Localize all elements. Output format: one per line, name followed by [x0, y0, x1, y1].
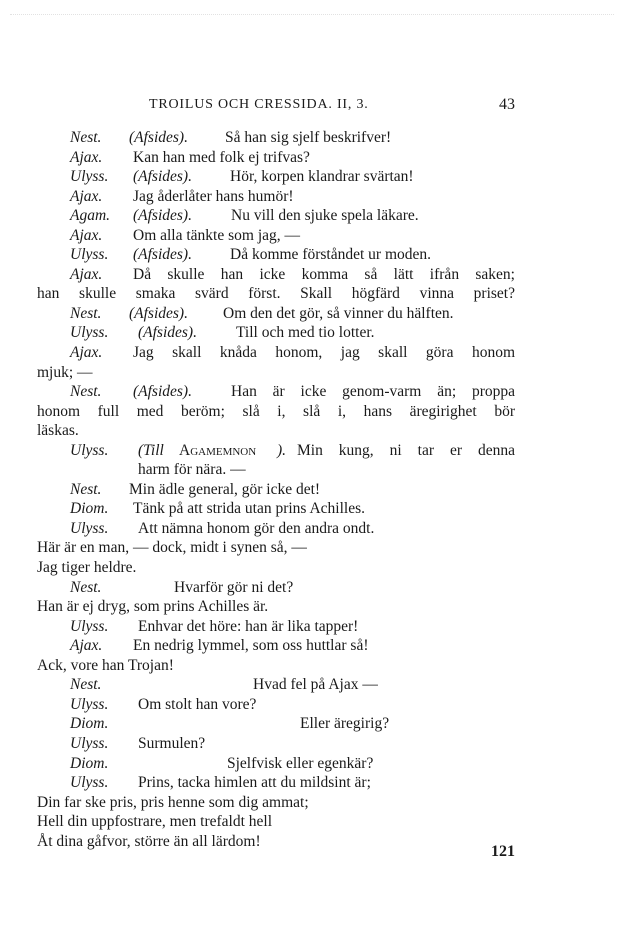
text-line [37, 617, 515, 637]
line-text: Så han sig sjelf beskrifver! [225, 129, 392, 146]
speaker: Ulyss. [70, 168, 109, 186]
speaker: Ulyss. [70, 441, 109, 459]
text-line [37, 343, 515, 363]
stage-direction: (Till [138, 441, 164, 459]
text-line [37, 812, 515, 832]
text-line [37, 128, 515, 148]
speaker: Nest. [70, 676, 102, 694]
line-text: läskas. [37, 422, 79, 440]
text-line [37, 832, 515, 852]
stage-direction: (Afsides). [133, 168, 192, 186]
line-text: Här är en man, — dock, midt i synen så, — [37, 539, 307, 557]
text-line [37, 656, 515, 676]
stage-direction: (Afsides). [133, 246, 192, 264]
speaker: Ajax. [70, 344, 103, 362]
text-line [37, 714, 515, 734]
text-line [37, 167, 515, 187]
line-text: han skulle smaka svärd först. Skall högfärd vinna priset? [37, 285, 515, 303]
text-line [37, 793, 515, 813]
speaker: Ajax. [70, 187, 103, 205]
line-text: Då komme förståndet ur moden. [230, 246, 432, 264]
text-line [37, 402, 515, 422]
line-text: harm för nära. — [138, 461, 246, 479]
speaker: Ajax. [70, 226, 103, 244]
text-line [37, 148, 515, 168]
line-text: Jag skall knåda honom, jag skall göra honom [133, 344, 515, 362]
text-line [37, 636, 515, 656]
stage-direction: (Afsides). [129, 129, 188, 146]
text-line [37, 695, 515, 715]
speaker: Nest. [70, 129, 102, 146]
stage-direction: (Afsides). [133, 383, 192, 401]
line-text: Han är icke genom-varm än; proppa [231, 383, 515, 401]
line-text: Din far ske pris, pris henne som dig ammat; [37, 793, 309, 811]
line-text: mjuk; — [37, 363, 93, 381]
running-title: TROILUS OCH CRESSIDA. II, 3. [149, 97, 369, 112]
line-text: Om alla tänkte som jag, — [133, 226, 301, 244]
line-text: Eller äregirig? [300, 715, 390, 733]
speaker: Ajax. [70, 148, 103, 166]
text-line [37, 245, 515, 265]
speaker: Diom. [70, 715, 109, 733]
stage-direction: (Afsides). [138, 324, 197, 342]
text-line [37, 323, 515, 343]
line-text: Surmulen? [138, 734, 206, 752]
line-text: Att nämna honom gör den andra ondt. [138, 519, 375, 537]
line-text: Hvarför gör ni det? [174, 578, 294, 596]
text-line [37, 206, 515, 226]
line-text: Hvad fel på Ajax — [253, 676, 378, 694]
text-line [37, 773, 515, 793]
line-text: Nu vill den sjuke spela läkare. [231, 207, 419, 225]
speaker: Ulyss. [70, 519, 109, 537]
line-text: Jag tiger heldre. [37, 559, 137, 577]
line-text: Till och med tio lotter. [236, 324, 375, 342]
text-line [37, 284, 515, 304]
line-text: Han är ej dryg, som prins Achilles är. [37, 598, 269, 616]
page-header [37, 95, 515, 119]
speaker: Ulyss. [70, 324, 109, 342]
text-line [37, 421, 515, 441]
speaker: Diom. [70, 500, 109, 518]
text-line [37, 499, 515, 519]
line-text: Hör, korpen klandrar svärtan! [230, 168, 414, 186]
line-text: Kan han med folk ej trifvas? [133, 148, 310, 166]
speaker: Nest. [70, 304, 102, 322]
speaker: Ajax. [70, 265, 103, 283]
text-line [37, 265, 515, 285]
page-number: 43 [499, 96, 515, 113]
text-line [37, 578, 515, 598]
text-line [37, 675, 515, 695]
line-text: Hell din uppfostrare, men trefaldt hell [37, 813, 273, 831]
stage-direction-name: Agamemnon [179, 441, 257, 459]
text-line [37, 754, 515, 774]
text-line [37, 519, 515, 539]
speaker: Agam. [70, 207, 111, 225]
line-text: En nedrig lymmel, som oss huttlar så! [133, 637, 369, 655]
signature-number: 121 [491, 843, 515, 860]
text-line [37, 226, 515, 246]
speaker: Ulyss. [70, 774, 109, 792]
speaker: Ulyss. [70, 734, 109, 752]
speaker: Ulyss. [70, 617, 109, 635]
line-text: Jag åderlåter hans humör! [133, 187, 294, 205]
line-text: Prins, tacka himlen att du mildsint är; [138, 774, 371, 792]
line-text: Ack, vore han Trojan! [37, 656, 174, 674]
scan-artifact [10, 14, 614, 19]
text-line [37, 304, 515, 324]
speaker: Nest. [70, 578, 102, 596]
line-text: Min ädle general, gör icke det! [129, 480, 321, 498]
text-line [37, 382, 515, 402]
text-line [37, 558, 515, 578]
line-text: Enhvar det höre: han är lika tapper! [138, 617, 359, 635]
text-line [37, 480, 515, 500]
line-text: Om den det gör, så vinner du hälften. [223, 304, 454, 322]
line-text: Då skulle han icke komma så lätt ifrån saken; [133, 265, 515, 283]
text-line [37, 460, 515, 480]
line-text: Min kung, ni tar er denna [297, 441, 515, 459]
text-line [37, 597, 515, 617]
line-text: Åt dina gåfvor, större än all lärdom! [37, 832, 261, 850]
text-line [37, 734, 515, 754]
line-text: Om stolt han vore? [138, 695, 257, 713]
stage-direction: (Afsides). [133, 207, 192, 225]
play-text [37, 128, 515, 851]
text-line [37, 441, 515, 461]
speaker: Ulyss. [70, 246, 109, 264]
line-text: Tänk på att strida utan prins Achilles. [133, 500, 366, 518]
speaker: Nest. [70, 383, 102, 401]
speaker: Nest. [70, 480, 102, 498]
speaker: Ulyss. [70, 695, 109, 713]
line-text: Sjelfvisk eller egenkär? [227, 754, 374, 772]
text-line [37, 538, 515, 558]
stage-direction-close: ). [277, 441, 287, 459]
speaker: Ajax. [70, 637, 103, 655]
text-line [37, 187, 515, 207]
line-text: honom full med beröm; slå i, slå i, hans äregirighet bör [37, 402, 515, 420]
speaker: Diom. [70, 754, 109, 772]
stage-direction: (Afsides). [129, 304, 188, 322]
text-line [37, 363, 515, 383]
